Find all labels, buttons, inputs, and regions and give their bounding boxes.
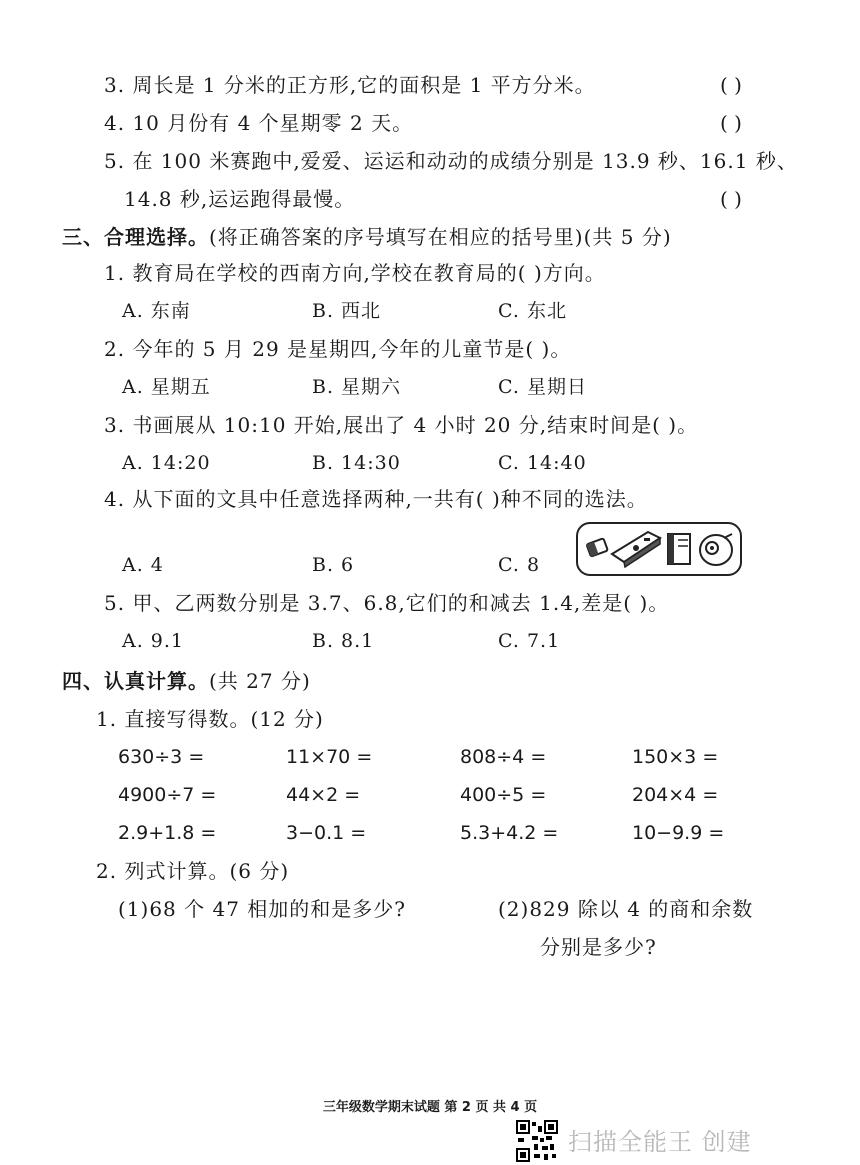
calc-item: 204×4 = [632, 784, 719, 806]
calc-item: 808÷4 = [460, 746, 547, 768]
calc-item: 4900÷7 = [118, 784, 217, 806]
answer-paren-3: ( ) [720, 73, 742, 97]
choice-5-option-c: C. 7.1 [498, 630, 561, 652]
judge-item-5-line2: 14.8 秒,运运跑得最慢。 [124, 187, 356, 211]
choice-question-5: 5. 甲、乙两数分别是 3.7、6.8,它们的和减去 1.4,差是( )。 [104, 591, 670, 615]
section-4-points: (共 27 分) [209, 669, 311, 693]
section-3-instruction: (将正确答案的序号填写在相应的括号里)(共 5 分) [209, 225, 672, 249]
calc-item: 400÷5 = [460, 784, 547, 806]
calc-item: 150×3 = [632, 746, 719, 768]
calc-item: 630÷3 = [118, 746, 205, 768]
choice-1-option-c: C. 东北 [498, 300, 567, 322]
pencil-case-icon [612, 532, 660, 567]
choice-3-option-c: C. 14:40 [498, 452, 587, 474]
calc-item: 5.3+4.2 = [460, 822, 559, 844]
choice-question-2: 2. 今年的 5 月 29 是星期四,今年的儿童节是( )。 [104, 337, 572, 361]
choice-1-option-a: A. 东南 [122, 300, 191, 322]
calc-item: 3−0.1 = [286, 822, 367, 844]
choice-question-1: 1. 教育局在学校的西南方向,学校在教育局的( )方向。 [104, 261, 606, 285]
section-4-title: 四、认真计算。 [62, 669, 209, 693]
judge-item-5-line1: 5. 在 100 米赛跑中,爱爱、运运和动动的成绩分别是 13.9 秒、16.1 秒、 [104, 149, 798, 173]
choice-5-option-b: B. 8.1 [312, 630, 375, 652]
scanner-watermark: 扫描全能王 创建 [568, 1128, 752, 1156]
word-problem-2-line1: (2)829 除以 4 的商和余数 [498, 897, 754, 921]
choice-3-option-b: B. 14:30 [312, 452, 401, 474]
calc-item: 44×2 = [286, 784, 361, 806]
choice-3-option-a: A. 14:20 [122, 452, 211, 474]
eraser-icon [586, 538, 607, 556]
stationery-illustration [576, 522, 742, 576]
answer-paren-4: ( ) [720, 111, 742, 135]
choice-4-option-c: C. 8 [498, 554, 541, 576]
page-footer: 三年级数学期末试题 第 2 页 共 4 页 [322, 1100, 538, 1115]
choice-1-option-b: B. 西北 [312, 300, 382, 322]
section-3-title: 三、合理选择。 [62, 225, 209, 249]
choice-question-4: 4. 从下面的文具中任意选择两种,一共有( )种不同的选法。 [104, 487, 648, 511]
qr-code-icon [516, 1120, 558, 1162]
section-4-heading [62, 668, 311, 694]
stationery-icons [578, 524, 740, 574]
answer-paren-5: ( ) [720, 187, 742, 211]
word-problem-2-line2: 分别是多少? [540, 935, 657, 959]
choice-4-option-b: B. 6 [312, 554, 355, 576]
judge-item-3: 3. 周长是 1 分米的正方形,它的面积是 1 平方分米。 [104, 73, 596, 97]
choice-2-option-c: C. 星期日 [498, 376, 587, 398]
calc-item: 11×70 = [286, 746, 373, 768]
section-3-heading [62, 224, 672, 250]
choice-2-option-a: A. 星期五 [122, 376, 211, 398]
calc-part-1-title: 1. 直接写得数。(12 分) [96, 707, 324, 731]
calc-part-2-title: 2. 列式计算。(6 分) [96, 859, 290, 883]
pencil-sharpener-icon [700, 534, 732, 565]
choice-question-3: 3. 书画展从 10:10 开始,展出了 4 小时 20 分,结束时间是( )。 [104, 413, 699, 437]
book-icon [668, 534, 690, 564]
choice-2-option-b: B. 星期六 [312, 376, 402, 398]
calc-item: 2.9+1.8 = [118, 822, 217, 844]
choice-4-option-a: A. 4 [122, 554, 164, 576]
judge-item-4: 4. 10 月份有 4 个星期零 2 天。 [104, 111, 414, 135]
word-problem-1: (1)68 个 47 相加的和是多少? [118, 897, 407, 921]
choice-5-option-a: A. 9.1 [122, 630, 185, 652]
calc-item: 10−9.9 = [632, 822, 725, 844]
